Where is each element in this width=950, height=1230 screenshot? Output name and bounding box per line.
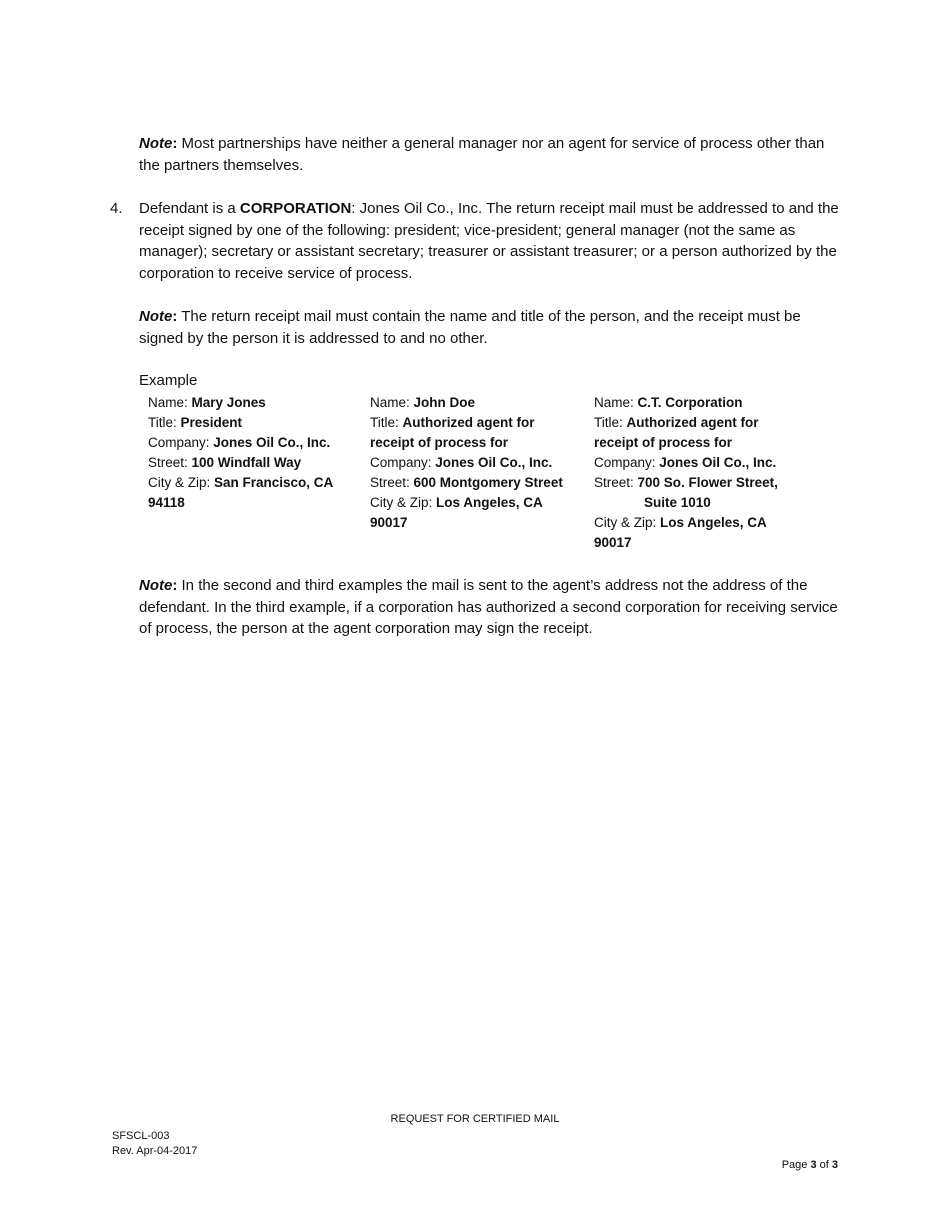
example-zip: 90017 bbox=[594, 535, 632, 550]
example-city: City & Zip: Los Angeles, CA bbox=[594, 515, 767, 530]
example-street: Street: 100 Windfall Way bbox=[148, 455, 302, 470]
example-title-row: Title: Authorized agent for bbox=[370, 415, 535, 430]
note-label: Note bbox=[139, 308, 173, 325]
form-id: SFSCL-003 bbox=[112, 1130, 170, 1142]
example-column-2 bbox=[370, 393, 563, 533]
note-text: The return receipt mail must contain the name and title of the person, and the receipt must be signed by the person it is addressed to and no other. bbox=[139, 308, 801, 347]
example-title-row-2: receipt of process for bbox=[594, 435, 733, 450]
note-colon: : bbox=[172, 308, 178, 325]
note-label: Note bbox=[139, 577, 173, 594]
revision-date: Rev. Apr-04-2017 bbox=[112, 1145, 198, 1157]
note-agent-address bbox=[139, 575, 839, 640]
example-company: Company: Jones Oil Co., Inc. bbox=[370, 455, 553, 470]
example-title-row: Title: President bbox=[148, 415, 243, 430]
example-zip: 94118 bbox=[148, 495, 185, 510]
note-colon: : bbox=[172, 135, 178, 152]
note-colon: : bbox=[172, 577, 178, 594]
example-name: Name: Mary Jones bbox=[148, 395, 266, 410]
note-text: In the second and third examples the mail is sent to the agent’s address not the address of the defendant. In the third example, if a corporation has authorized a second corporation for receiving service of process, the person at the agent corporation may sign the receipt. bbox=[139, 577, 838, 637]
example-column-3 bbox=[594, 393, 778, 553]
example-company: Company: Jones Oil Co., Inc. bbox=[594, 455, 777, 470]
example-column-1 bbox=[148, 393, 333, 513]
example-city: City & Zip: San Francisco, CA bbox=[148, 475, 334, 490]
example-street-2: Suite 1010 bbox=[644, 495, 711, 510]
item-text-bold: CORPORATION bbox=[239, 200, 352, 217]
example-title-row-2: receipt of process for bbox=[370, 435, 509, 450]
example-street: Street: 700 So. Flower Street, bbox=[594, 475, 778, 490]
example-name: Name: C.T. Corporation bbox=[594, 395, 743, 410]
example-title: Example bbox=[139, 372, 198, 389]
example-zip: 90017 bbox=[370, 515, 408, 530]
example-city: City & Zip: Los Angeles, CA bbox=[370, 495, 543, 510]
item-corporation bbox=[139, 198, 839, 284]
example-title-row: Title: Authorized agent for bbox=[594, 415, 759, 430]
item-text-post: : Jones Oil Co., Inc. The return receipt mail must be addressed to and the receipt signed by one of the following: president; vice-president; general manager (not the same as manager); secretary or assistant secretary; treasurer or assistant treasurer; or a person authorized by the corporation to receive service of process. bbox=[139, 200, 839, 282]
footer-title: REQUEST FOR CERTIFIED MAIL bbox=[390, 1113, 560, 1125]
note-label: Note bbox=[139, 135, 173, 152]
note-text: Most partnerships have neither a general manager nor an agent for service of process other than the partners themselves. bbox=[139, 135, 825, 174]
note-return-receipt bbox=[139, 306, 839, 349]
page-number: Page 3 of 3 bbox=[781, 1159, 838, 1171]
item-text-pre: Defendant is a bbox=[139, 200, 240, 217]
note-partnerships bbox=[139, 133, 839, 176]
example-street: Street: 600 Montgomery Street bbox=[370, 475, 563, 490]
footer-form-info bbox=[112, 1129, 197, 1159]
list-number: 4. bbox=[110, 200, 123, 217]
example-name: Name: John Doe bbox=[370, 395, 476, 410]
example-company: Company: Jones Oil Co., Inc. bbox=[148, 435, 331, 450]
